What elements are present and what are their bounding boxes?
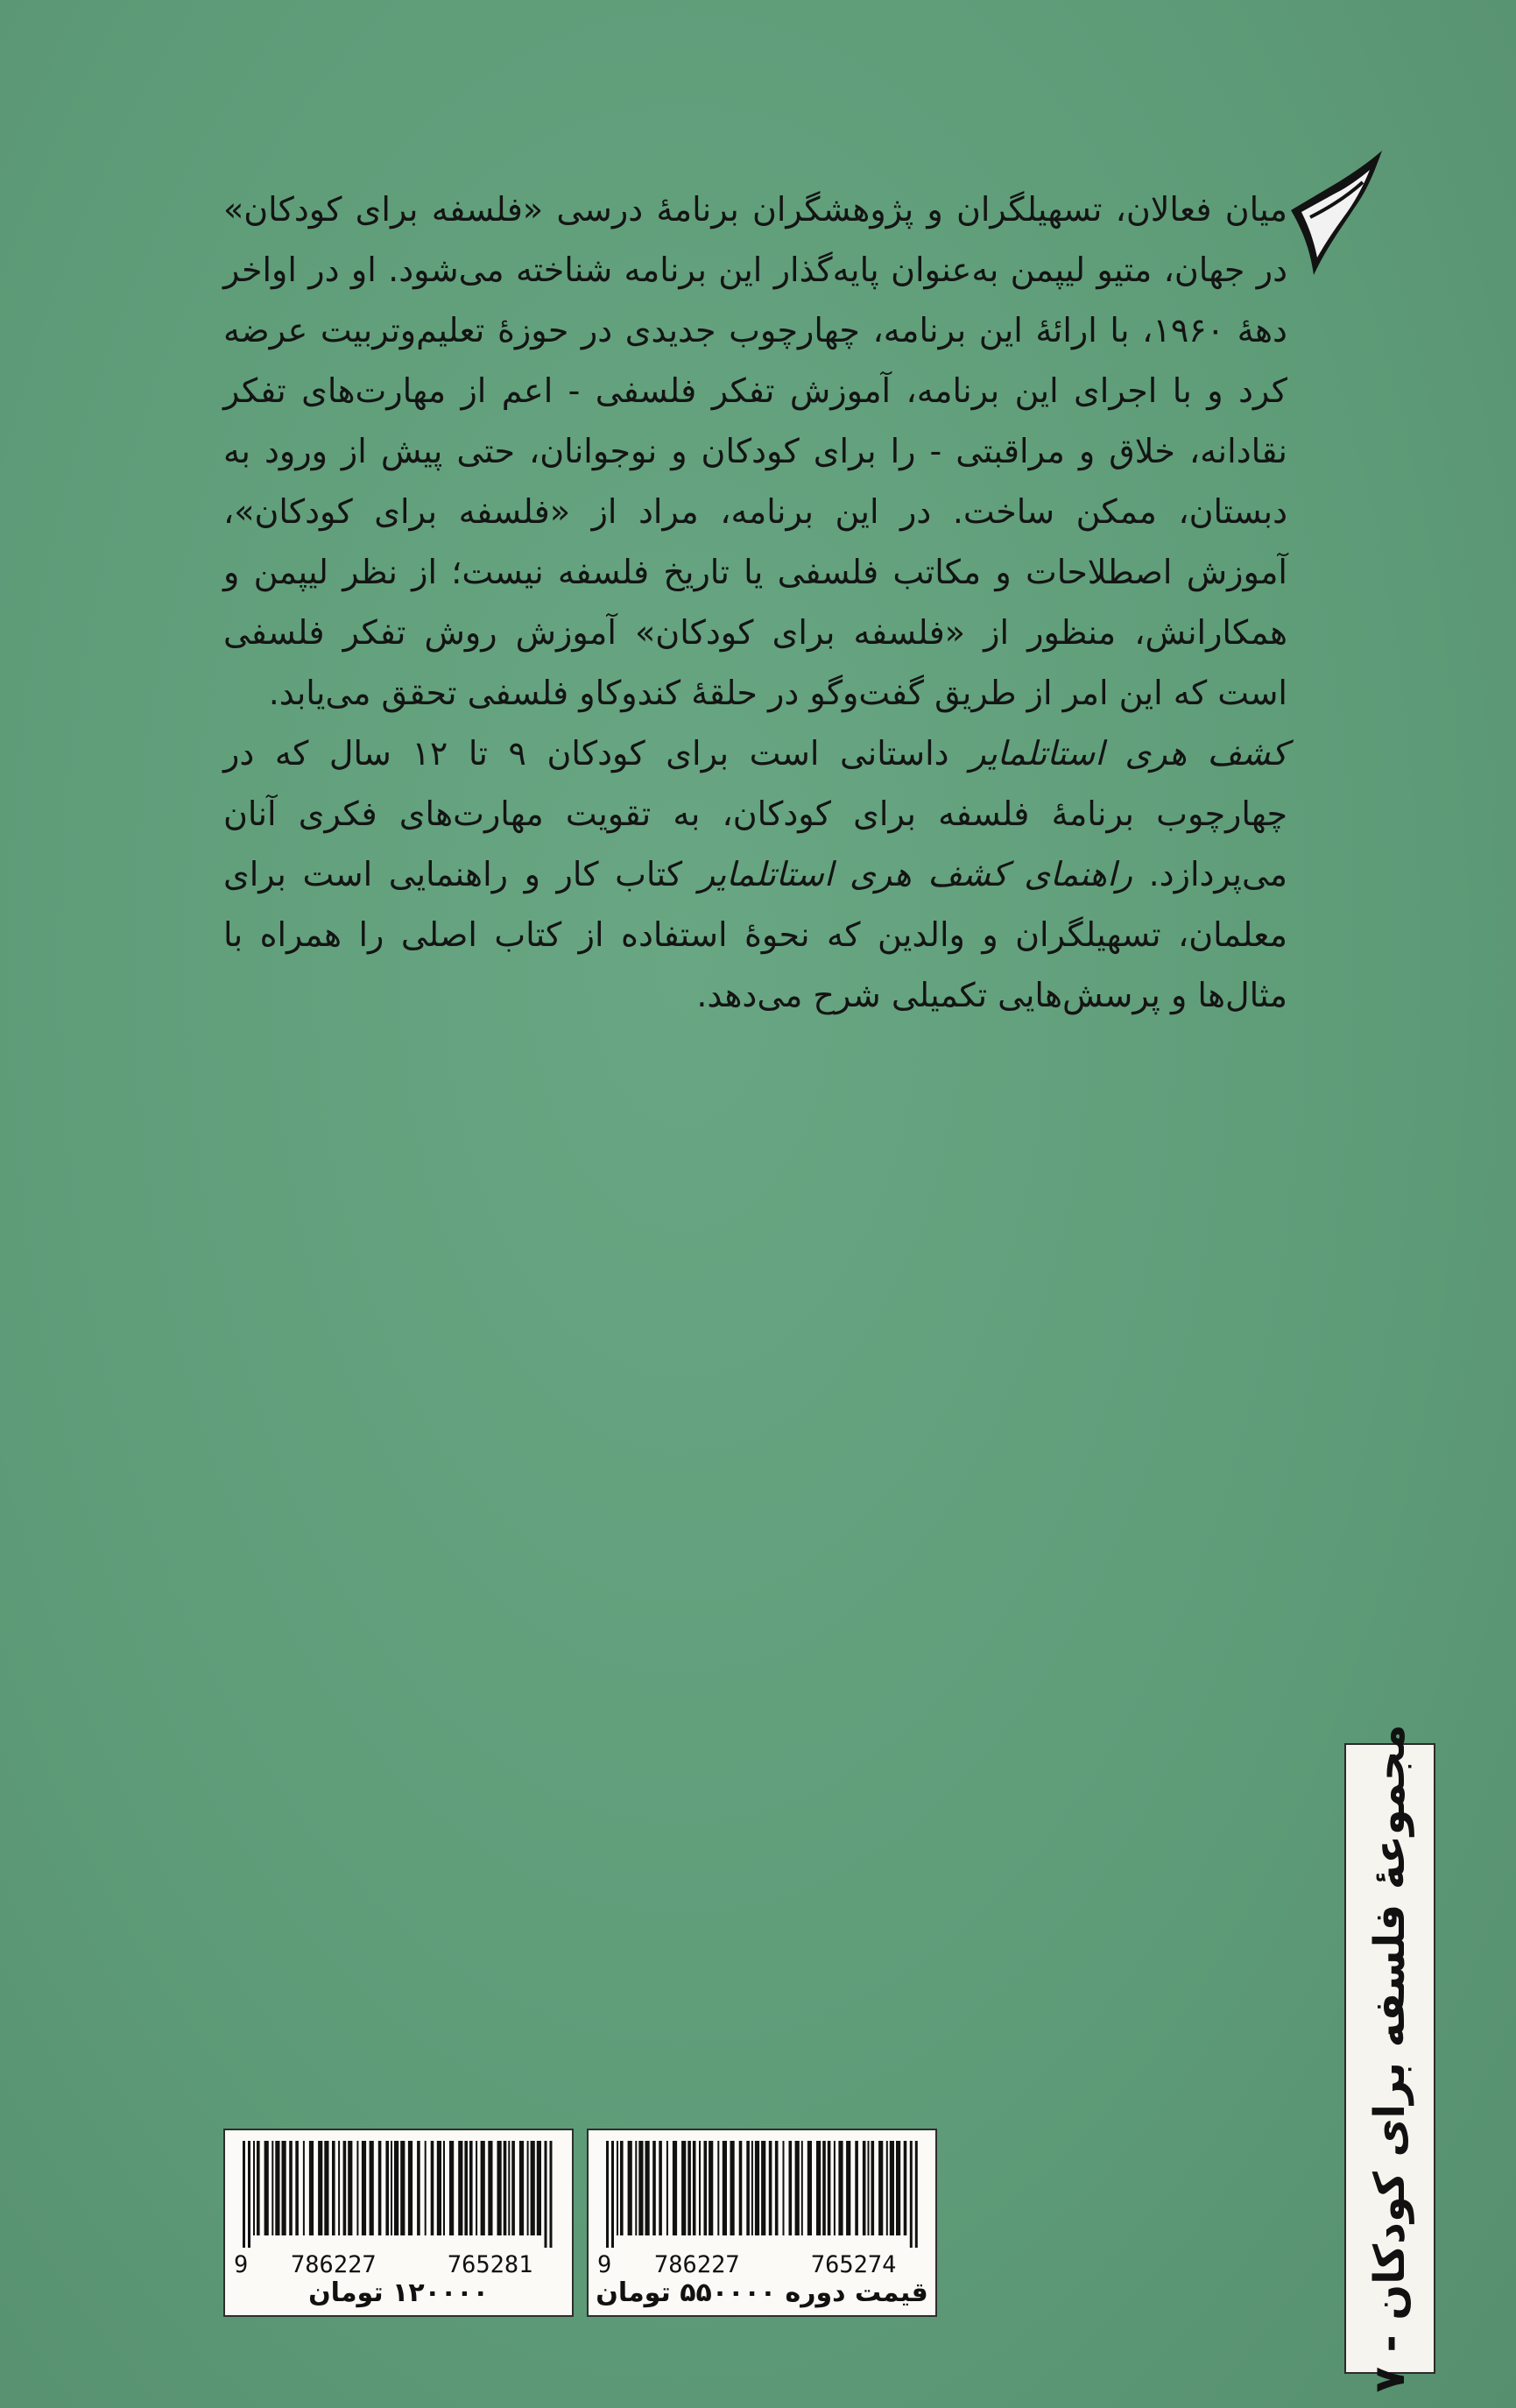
- barcode-bar: [343, 2141, 347, 2235]
- barcode-bar: [425, 2141, 427, 2235]
- barcode-guard-bar: [248, 2141, 250, 2248]
- barcode-bar: [449, 2141, 454, 2235]
- barcode-bar: [807, 2141, 812, 2235]
- isbn-group-2: 765274: [810, 2251, 897, 2278]
- barcode-guard-bar: [243, 2141, 245, 2248]
- barcode-bar: [338, 2141, 340, 2235]
- barcode-bar: [723, 2141, 727, 2235]
- barcode-bar: [309, 2141, 314, 2235]
- barcode-bar: [681, 2141, 686, 2235]
- isbn-first-digit: 9: [234, 2251, 249, 2278]
- barcode-bar: [508, 2141, 510, 2235]
- barcode-bar: [775, 2141, 779, 2235]
- book-title: کشف هری استاتلمایر: [970, 734, 1287, 773]
- barcode-bar: [504, 2141, 507, 2235]
- barcode-bar: [431, 2141, 434, 2235]
- barcode-bar: [709, 2141, 713, 2235]
- barcode-bar: [303, 2141, 305, 2235]
- isbn-digits: [597, 2251, 928, 2278]
- barcode-bar: [755, 2141, 759, 2235]
- barcode-bar: [863, 2141, 866, 2235]
- barcode-bar: [264, 2141, 269, 2235]
- barcode-bar: [253, 2141, 255, 2235]
- barcode-bar: [282, 2141, 286, 2235]
- barcode-bar: [257, 2141, 260, 2235]
- barcode-bar: [659, 2141, 662, 2235]
- barcode-bar: [400, 2141, 405, 2235]
- barcode-bar: [289, 2141, 293, 2235]
- barcode-bar: [645, 2141, 650, 2235]
- barcode-bar: [868, 2141, 870, 2235]
- barcode-bar: [730, 2141, 735, 2235]
- barcode-bar: [828, 2141, 831, 2235]
- barcode-bar: [638, 2141, 643, 2235]
- barcode-bar: [271, 2141, 273, 2235]
- barcode-bar: [469, 2141, 473, 2235]
- barcode-bar: [687, 2141, 691, 2235]
- guide-title: راهنمای کشف هری استاتلمایر: [698, 855, 1132, 893]
- isbn-group-1: 786227: [291, 2251, 377, 2278]
- barcode-guard-bar: [550, 2141, 553, 2248]
- barcode-bar: [378, 2141, 382, 2235]
- barcode-bar: [394, 2141, 398, 2235]
- barcode-bar: [673, 2141, 677, 2235]
- barcode-guard-bar: [606, 2141, 609, 2248]
- barcode-bar: [699, 2141, 701, 2235]
- barcode-bar: [497, 2141, 502, 2235]
- barcode-bar: [838, 2141, 843, 2235]
- barcode-bar: [531, 2141, 535, 2235]
- barcode-bar: [324, 2141, 328, 2235]
- barcode-bar: [746, 2141, 750, 2235]
- barcode-bar: [617, 2141, 618, 2235]
- barcode-bar: [822, 2141, 826, 2235]
- barcode-bar: [370, 2141, 374, 2235]
- barcode-bar: [846, 2141, 850, 2235]
- barcode-guard-bar: [910, 2141, 913, 2248]
- blurb-paragraph-2: [223, 724, 1287, 1026]
- barcode-bar: [886, 2141, 888, 2235]
- barcode-bar: [717, 2141, 719, 2235]
- barcode-bar: [761, 2141, 765, 2235]
- barcode-bar: [318, 2141, 322, 2235]
- barcode-bar: [878, 2141, 883, 2235]
- barcode-bar: [437, 2141, 441, 2235]
- barcode-bar: [704, 2141, 708, 2235]
- barcode-bar: [362, 2141, 366, 2235]
- barcode-bar: [904, 2141, 907, 2235]
- barcode-bar: [693, 2141, 696, 2235]
- barcode-bars: [237, 2141, 561, 2248]
- barcode-guard-bar: [545, 2141, 547, 2248]
- barcode-bar: [275, 2141, 279, 2235]
- barcode-bar: [476, 2141, 477, 2235]
- isbn-digits: [234, 2251, 565, 2278]
- blurb-paragraph-1: میان فعالان، تسهیلگران و پژوهشگران برنامهٔ درسی «فلسفه برای کودکان» در جهان، متیو لیپمن به‌عنوان پایه‌گذار این برنامه شناخته می‌شود. او در اواخر دههٔ ۱۹۶۰، با ارائهٔ این برنامه، چهارچوب جدیدی در حوزهٔ تعلیم‌وتربیت عرضه کرد و با اجرای این برنامه، آموزش تفکر فلسفی - اعم از مهارت‌های تفکر نقادانه، خلاق و مراقبتی - را برای کودکان و نوجوانان، حتی پیش از ورود به دبستان، ممکن ساخت. در این برنامه، مراد از «فلسفه برای کودکان»، آموزش اصطلاحات و مکاتب فلسفی یا تاریخ فلسفه نیست؛ از نظر لیپمن و همکارانش، منظور از «فلسفه برای کودکان» آموزش روش تفکر فلسفی است که این امر از طریق گفت‌وگو در حلقهٔ کندوکاو فلسفی تحقق می‌یابد.: [223, 190, 1287, 712]
- barcode-bar: [635, 2141, 637, 2235]
- blurb-text-segment: کتاب کار و راهنمایی است برای معلمان، تسهیلگران و والدین که نحوهٔ استفاده از کتاب اصلی را همراه با مثال‌ها و پرسش‌هایی تکمیلی شرح می‌دهد.: [223, 855, 1287, 1014]
- series-label-box: [1344, 1724, 1435, 2393]
- barcode-bar: [537, 2141, 541, 2235]
- barcode-bar: [890, 2141, 894, 2235]
- barcode-single: [223, 2129, 574, 2317]
- barcode-bar: [834, 2141, 836, 2235]
- barcode-bar: [527, 2141, 529, 2235]
- barcode-bar: [519, 2141, 524, 2235]
- barcode-guard-bar: [915, 2141, 918, 2248]
- barcode-guard-bar: [611, 2141, 614, 2248]
- barcode-bar: [385, 2141, 389, 2235]
- barcode-bar: [481, 2141, 485, 2235]
- barcode-bars: [601, 2141, 925, 2248]
- series-label: مجموعهٔ فلسفه برای کودکان - ۷: [1365, 1724, 1414, 2393]
- barcode-bar: [801, 2141, 803, 2235]
- barcode-bar: [295, 2141, 299, 2235]
- barcode-bar: [652, 2141, 656, 2235]
- barcode-bar: [464, 2141, 468, 2235]
- barcode-bar: [739, 2141, 743, 2235]
- isbn-first-digit: 9: [597, 2251, 612, 2278]
- blurb-text: [223, 180, 1287, 1026]
- book-price: ۱۲۰۰۰۰ تومان: [308, 2277, 489, 2308]
- barcode-set: [587, 2129, 937, 2317]
- barcode-bar: [769, 2141, 772, 2235]
- publisher-logo-icon: [1284, 147, 1389, 279]
- blurb-text-segment: داستانی است برای کودکان ۹ تا ۱۲ سال که در چهارچوب برنامهٔ فلسفه برای کودکان، به تقویت مهارت‌های فکری آنان می‌پردازد.: [223, 734, 1287, 893]
- barcode-bar: [855, 2141, 858, 2235]
- barcode-bar: [666, 2141, 668, 2235]
- barcode-bar: [408, 2141, 412, 2235]
- barcode-bar: [789, 2141, 793, 2235]
- barcode-bar: [332, 2141, 335, 2235]
- barcode-bar: [783, 2141, 785, 2235]
- barcode-bar: [751, 2141, 753, 2235]
- barcode-bar: [896, 2141, 900, 2235]
- barcode-bar: [443, 2141, 445, 2235]
- barcode-bar: [795, 2141, 800, 2235]
- barcode-bar: [458, 2141, 462, 2235]
- barcode-bar: [628, 2141, 632, 2235]
- barcode-bar: [511, 2141, 515, 2235]
- isbn-group-2: 765281: [447, 2251, 533, 2278]
- barcode-bar: [488, 2141, 492, 2235]
- barcode-bar: [816, 2141, 821, 2235]
- barcode-bar: [620, 2141, 624, 2235]
- barcode-bar: [348, 2141, 352, 2235]
- barcode-bar: [417, 2141, 420, 2235]
- barcode-bar: [871, 2141, 875, 2235]
- barcode-bar: [356, 2141, 358, 2235]
- isbn-group-1: 786227: [654, 2251, 740, 2278]
- set-price: قیمت دوره ۵۵۰۰۰۰ تومان: [596, 2277, 928, 2308]
- barcode-bar: [391, 2141, 392, 2235]
